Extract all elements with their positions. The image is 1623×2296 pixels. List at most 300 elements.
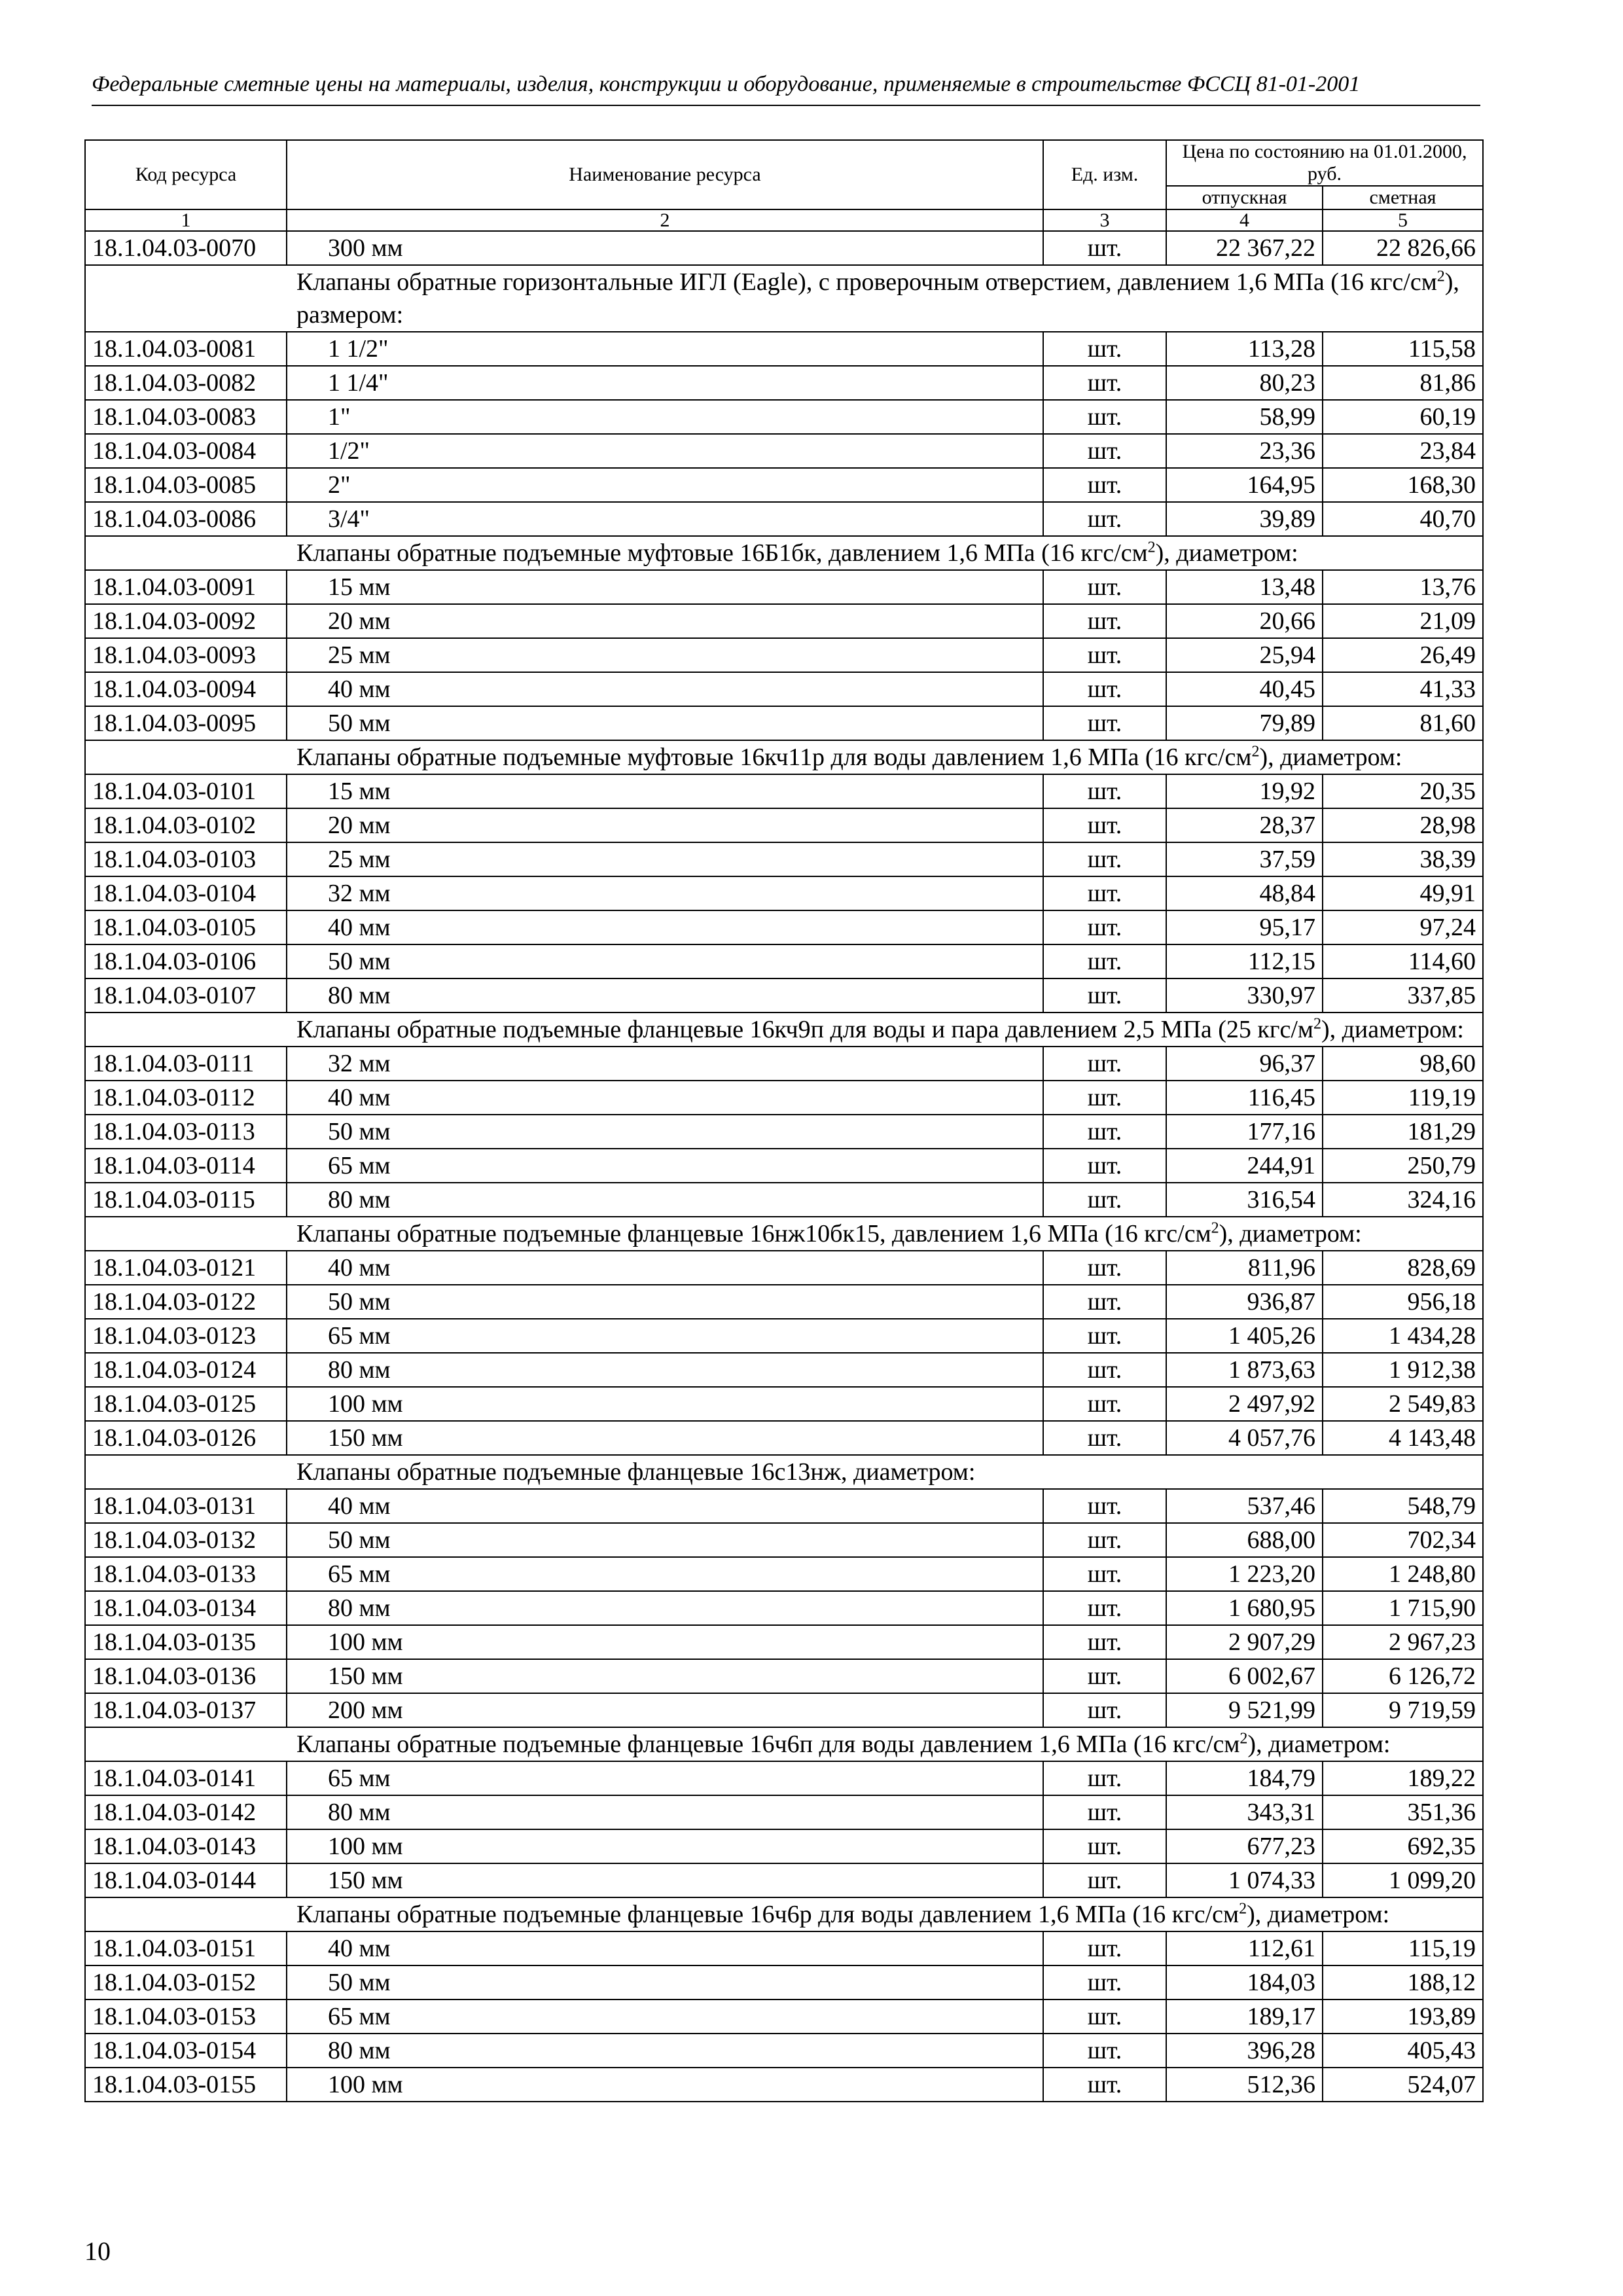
table-row xyxy=(85,978,1483,1013)
resource-name: 80 мм xyxy=(287,978,1043,1013)
release-price: 2 497,92 xyxy=(1166,1387,1323,1421)
resource-name: 40 мм xyxy=(287,1251,1043,1285)
resource-name: 40 мм xyxy=(287,910,1043,944)
resource-name: 25 мм xyxy=(287,638,1043,672)
section-title-suffix: ), диаметром: xyxy=(1219,1220,1362,1247)
release-price: 112,61 xyxy=(1166,1931,1323,1965)
section-heading-row xyxy=(85,536,1483,570)
col-number-3: 3 xyxy=(1043,209,1166,231)
section-title-text: Клапаны обратные подъемные фланцевые 16ч6р для воды давлением 1,6 МПа (16 кгс/см xyxy=(296,1901,1240,1928)
release-price: 19,92 xyxy=(1166,774,1323,808)
resource-unit: шт. xyxy=(1043,706,1166,740)
table-row xyxy=(85,706,1483,740)
table-row xyxy=(85,434,1483,468)
price-table xyxy=(84,139,1484,2102)
release-price: 537,46 xyxy=(1166,1489,1323,1523)
estimate-price: 405,43 xyxy=(1323,2034,1483,2068)
table-row xyxy=(85,2068,1483,2102)
section-title xyxy=(85,1897,1483,1931)
section-title-suffix: ), диаметром: xyxy=(1259,744,1402,771)
resource-unit: шт. xyxy=(1043,774,1166,808)
table-row xyxy=(85,1931,1483,1965)
resource-code: 18.1.04.03-0123 xyxy=(85,1319,287,1353)
resource-code: 18.1.04.03-0122 xyxy=(85,1285,287,1319)
resource-name: 20 мм xyxy=(287,808,1043,842)
resource-unit: шт. xyxy=(1043,1591,1166,1625)
resource-code: 18.1.04.03-0154 xyxy=(85,2034,287,2068)
resource-unit: шт. xyxy=(1043,1387,1166,1421)
estimate-price: 98,60 xyxy=(1323,1047,1483,1081)
resource-unit: шт. xyxy=(1043,1863,1166,1897)
resource-name: 50 мм xyxy=(287,1965,1043,2000)
resource-name: 100 мм xyxy=(287,1625,1043,1659)
estimate-price: 337,85 xyxy=(1323,978,1483,1013)
section-title xyxy=(85,740,1483,774)
release-price: 6 002,67 xyxy=(1166,1659,1323,1693)
resource-code: 18.1.04.03-0106 xyxy=(85,944,287,978)
resource-code: 18.1.04.03-0103 xyxy=(85,842,287,876)
release-price: 688,00 xyxy=(1166,1523,1323,1557)
resource-code: 18.1.04.03-0102 xyxy=(85,808,287,842)
resource-name: 32 мм xyxy=(287,1047,1043,1081)
resource-name: 1/2" xyxy=(287,434,1043,468)
resource-code: 18.1.04.03-0083 xyxy=(85,400,287,434)
resource-code: 18.1.04.03-0082 xyxy=(85,366,287,400)
resource-name: 65 мм xyxy=(287,1761,1043,1795)
resource-code: 18.1.04.03-0155 xyxy=(85,2068,287,2102)
section-heading-row xyxy=(85,1727,1483,1761)
resource-code: 18.1.04.03-0144 xyxy=(85,1863,287,1897)
resource-unit: шт. xyxy=(1043,876,1166,910)
resource-code: 18.1.04.03-0081 xyxy=(85,332,287,366)
section-title xyxy=(85,1217,1483,1251)
resource-unit: шт. xyxy=(1043,1285,1166,1319)
release-price: 244,91 xyxy=(1166,1149,1323,1183)
release-price: 25,94 xyxy=(1166,638,1323,672)
resource-name: 3/4" xyxy=(287,502,1043,536)
resource-name: 65 мм xyxy=(287,2000,1043,2034)
estimate-price: 26,49 xyxy=(1323,638,1483,672)
section-heading-row xyxy=(85,1455,1483,1489)
table-row xyxy=(85,1625,1483,1659)
header-rule xyxy=(92,105,1480,106)
estimate-price: 692,35 xyxy=(1323,1829,1483,1863)
table-row xyxy=(85,808,1483,842)
resource-code: 18.1.04.03-0114 xyxy=(85,1149,287,1183)
release-price: 1 074,33 xyxy=(1166,1863,1323,1897)
col-header-price: Цена по состоянию на 01.01.2000, руб. xyxy=(1166,140,1483,186)
resource-name: 25 мм xyxy=(287,842,1043,876)
table-row xyxy=(85,1387,1483,1421)
table-row xyxy=(85,1183,1483,1217)
estimate-price: 188,12 xyxy=(1323,1965,1483,2000)
table-row xyxy=(85,1693,1483,1727)
table-row xyxy=(85,468,1483,502)
resource-unit: шт. xyxy=(1043,1965,1166,2000)
resource-code: 18.1.04.03-0094 xyxy=(85,672,287,706)
resource-code: 18.1.04.03-0142 xyxy=(85,1795,287,1829)
resource-unit: шт. xyxy=(1043,2068,1166,2102)
resource-code: 18.1.04.03-0086 xyxy=(85,502,287,536)
resource-unit: шт. xyxy=(1043,604,1166,638)
estimate-price: 189,22 xyxy=(1323,1761,1483,1795)
estimate-price: 1 434,28 xyxy=(1323,1319,1483,1353)
estimate-price: 9 719,59 xyxy=(1323,1693,1483,1727)
resource-unit: шт. xyxy=(1043,1931,1166,1965)
resource-name: 50 мм xyxy=(287,1523,1043,1557)
resource-code: 18.1.04.03-0151 xyxy=(85,1931,287,1965)
resource-name: 1" xyxy=(287,400,1043,434)
estimate-price: 956,18 xyxy=(1323,1285,1483,1319)
table-body xyxy=(85,231,1483,2102)
resource-name: 50 мм xyxy=(287,1115,1043,1149)
resource-code: 18.1.04.03-0135 xyxy=(85,1625,287,1659)
release-price: 184,79 xyxy=(1166,1761,1323,1795)
resource-name: 65 мм xyxy=(287,1319,1043,1353)
resource-unit: шт. xyxy=(1043,502,1166,536)
col-number-5: 5 xyxy=(1323,209,1483,231)
resource-unit: шт. xyxy=(1043,1489,1166,1523)
section-title-superscript: 2 xyxy=(1436,268,1445,285)
release-price: 37,59 xyxy=(1166,842,1323,876)
resource-code: 18.1.04.03-0115 xyxy=(85,1183,287,1217)
resource-name: 80 мм xyxy=(287,1353,1043,1387)
resource-unit: шт. xyxy=(1043,978,1166,1013)
estimate-price: 2 967,23 xyxy=(1323,1625,1483,1659)
resource-name: 150 мм xyxy=(287,1659,1043,1693)
resource-unit: шт. xyxy=(1043,1761,1166,1795)
table-row xyxy=(85,638,1483,672)
section-title xyxy=(85,1455,1483,1489)
resource-code: 18.1.04.03-0112 xyxy=(85,1081,287,1115)
resource-unit: шт. xyxy=(1043,1659,1166,1693)
resource-name: 50 мм xyxy=(287,706,1043,740)
estimate-price: 28,98 xyxy=(1323,808,1483,842)
resource-code: 18.1.04.03-0132 xyxy=(85,1523,287,1557)
release-price: 40,45 xyxy=(1166,672,1323,706)
estimate-price: 4 143,48 xyxy=(1323,1421,1483,1455)
section-title-text: Клапаны обратные подъемные фланцевые 16нж10бк15, давлением 1,6 МПа (16 кгс/см xyxy=(296,1220,1211,1247)
col-header-release: отпускная xyxy=(1166,186,1323,209)
release-price: 1 405,26 xyxy=(1166,1319,1323,1353)
resource-unit: шт. xyxy=(1043,1319,1166,1353)
release-price: 113,28 xyxy=(1166,332,1323,366)
estimate-price: 6 126,72 xyxy=(1323,1659,1483,1693)
resource-unit: шт. xyxy=(1043,1183,1166,1217)
resource-unit: шт. xyxy=(1043,808,1166,842)
release-price: 28,37 xyxy=(1166,808,1323,842)
section-title-text: Клапаны обратные подъемные фланцевые 16кч9п для воды и пара давлением 2,5 МПа (25 кгс/м xyxy=(296,1016,1313,1043)
estimate-price: 193,89 xyxy=(1323,2000,1483,2034)
table-row xyxy=(85,1761,1483,1795)
estimate-price: 181,29 xyxy=(1323,1115,1483,1149)
release-price: 189,17 xyxy=(1166,2000,1323,2034)
resource-code: 18.1.04.03-0084 xyxy=(85,434,287,468)
table-row xyxy=(85,1353,1483,1387)
estimate-price: 38,39 xyxy=(1323,842,1483,876)
resource-unit: шт. xyxy=(1043,434,1166,468)
resource-code: 18.1.04.03-0124 xyxy=(85,1353,287,1387)
release-price: 4 057,76 xyxy=(1166,1421,1323,1455)
resource-name: 2" xyxy=(287,468,1043,502)
table-row xyxy=(85,1285,1483,1319)
section-title xyxy=(85,1727,1483,1761)
release-price: 2 907,29 xyxy=(1166,1625,1323,1659)
table-row xyxy=(85,1319,1483,1353)
resource-name: 100 мм xyxy=(287,1829,1043,1863)
resource-code: 18.1.04.03-0101 xyxy=(85,774,287,808)
resource-unit: шт. xyxy=(1043,366,1166,400)
table-row xyxy=(85,1795,1483,1829)
release-price: 677,23 xyxy=(1166,1829,1323,1863)
estimate-price: 114,60 xyxy=(1323,944,1483,978)
section-title-text: Клапаны обратные подъемные фланцевые 16с13нж, диаметром: xyxy=(296,1458,976,1486)
release-price: 13,48 xyxy=(1166,570,1323,604)
resource-unit: шт. xyxy=(1043,1795,1166,1829)
release-price: 1 223,20 xyxy=(1166,1557,1323,1591)
resource-name: 40 мм xyxy=(287,672,1043,706)
section-heading-row xyxy=(85,1897,1483,1931)
table-row xyxy=(85,502,1483,536)
estimate-price: 1 099,20 xyxy=(1323,1863,1483,1897)
release-price: 396,28 xyxy=(1166,2034,1323,2068)
resource-unit: шт. xyxy=(1043,570,1166,604)
table-row xyxy=(85,1489,1483,1523)
section-title-text: Клапаны обратные подъемные фланцевые 16ч6п для воды давлением 1,6 МПа (16 кгс/см xyxy=(296,1731,1240,1758)
estimate-price: 40,70 xyxy=(1323,502,1483,536)
section-title xyxy=(85,1013,1483,1047)
resource-name: 150 мм xyxy=(287,1863,1043,1897)
estimate-price: 119,19 xyxy=(1323,1081,1483,1115)
resource-code: 18.1.04.03-0153 xyxy=(85,2000,287,2034)
col-header-name: Наименование ресурса xyxy=(287,140,1043,209)
release-price: 96,37 xyxy=(1166,1047,1323,1081)
resource-code: 18.1.04.03-0136 xyxy=(85,1659,287,1693)
estimate-price: 702,34 xyxy=(1323,1523,1483,1557)
resource-code: 18.1.04.03-0091 xyxy=(85,570,287,604)
table-row xyxy=(85,1421,1483,1455)
resource-unit: шт. xyxy=(1043,1251,1166,1285)
table-row xyxy=(85,1115,1483,1149)
resource-unit: шт. xyxy=(1043,910,1166,944)
running-header: Федеральные сметные цены на материалы, изделия, конструкции и оборудование, применяемые в строительстве ФССЦ 81-01-2001 xyxy=(92,72,1361,96)
section-title-superscript: 2 xyxy=(1240,1730,1248,1748)
resource-unit: шт. xyxy=(1043,2034,1166,2068)
estimate-price: 22 826,66 xyxy=(1323,231,1483,265)
table-row xyxy=(85,1557,1483,1591)
resource-code: 18.1.04.03-0133 xyxy=(85,1557,287,1591)
section-title-superscript: 2 xyxy=(1239,1900,1247,1918)
section-heading-row xyxy=(85,740,1483,774)
resource-code: 18.1.04.03-0104 xyxy=(85,876,287,910)
section-title-suffix: ), диаметром: xyxy=(1321,1016,1464,1043)
resource-unit: шт. xyxy=(1043,944,1166,978)
resource-unit: шт. xyxy=(1043,1047,1166,1081)
resource-name: 65 мм xyxy=(287,1557,1043,1591)
resource-name: 80 мм xyxy=(287,2034,1043,2068)
col-header-code: Код ресурса xyxy=(85,140,287,209)
table-row xyxy=(85,842,1483,876)
release-price: 79,89 xyxy=(1166,706,1323,740)
col-number-4: 4 xyxy=(1166,209,1323,231)
estimate-price: 168,30 xyxy=(1323,468,1483,502)
resource-unit: шт. xyxy=(1043,842,1166,876)
resource-name: 1 1/4" xyxy=(287,366,1043,400)
table-row xyxy=(85,2034,1483,2068)
section-title-suffix: ), размером: xyxy=(296,268,1459,329)
resource-name: 150 мм xyxy=(287,1421,1043,1455)
table-row xyxy=(85,1591,1483,1625)
estimate-price: 548,79 xyxy=(1323,1489,1483,1523)
release-price: 116,45 xyxy=(1166,1081,1323,1115)
resource-code: 18.1.04.03-0125 xyxy=(85,1387,287,1421)
section-title-suffix: ), диаметром: xyxy=(1247,1901,1390,1928)
estimate-price: 49,91 xyxy=(1323,876,1483,910)
resource-name: 300 мм xyxy=(287,231,1043,265)
table-row xyxy=(85,1659,1483,1693)
release-price: 184,03 xyxy=(1166,1965,1323,2000)
resource-name: 40 мм xyxy=(287,1489,1043,1523)
section-heading-row xyxy=(85,265,1483,332)
release-price: 22 367,22 xyxy=(1166,231,1323,265)
table-row xyxy=(85,1965,1483,2000)
estimate-price: 81,86 xyxy=(1323,366,1483,400)
estimate-price: 828,69 xyxy=(1323,1251,1483,1285)
release-price: 48,84 xyxy=(1166,876,1323,910)
section-title-text: Клапаны обратные горизонтальные ИГЛ (Eagle), с проверочным отверстием, давлением 1,6 МПа (16 кгс/см xyxy=(296,268,1437,296)
resource-code: 18.1.04.03-0111 xyxy=(85,1047,287,1081)
resource-name: 100 мм xyxy=(287,2068,1043,2102)
resource-unit: шт. xyxy=(1043,1149,1166,1183)
table-row xyxy=(85,1081,1483,1115)
release-price: 112,15 xyxy=(1166,944,1323,978)
resource-unit: шт. xyxy=(1043,1523,1166,1557)
table-row xyxy=(85,910,1483,944)
estimate-price: 21,09 xyxy=(1323,604,1483,638)
resource-name: 200 мм xyxy=(287,1693,1043,1727)
resource-code: 18.1.04.03-0134 xyxy=(85,1591,287,1625)
resource-code: 18.1.04.03-0143 xyxy=(85,1829,287,1863)
estimate-price: 115,58 xyxy=(1323,332,1483,366)
section-title-suffix: ), диаметром: xyxy=(1155,539,1298,567)
estimate-price: 524,07 xyxy=(1323,2068,1483,2102)
resource-unit: шт. xyxy=(1043,1829,1166,1863)
estimate-price: 41,33 xyxy=(1323,672,1483,706)
release-price: 23,36 xyxy=(1166,434,1323,468)
resource-unit: шт. xyxy=(1043,1081,1166,1115)
estimate-price: 20,35 xyxy=(1323,774,1483,808)
col-header-unit: Ед. изм. xyxy=(1043,140,1166,209)
col-number-1: 1 xyxy=(85,209,287,231)
section-heading-row xyxy=(85,1013,1483,1047)
resource-code: 18.1.04.03-0113 xyxy=(85,1115,287,1149)
release-price: 177,16 xyxy=(1166,1115,1323,1149)
estimate-price: 324,16 xyxy=(1323,1183,1483,1217)
release-price: 811,96 xyxy=(1166,1251,1323,1285)
resource-unit: шт. xyxy=(1043,672,1166,706)
resource-name: 32 мм xyxy=(287,876,1043,910)
section-title-text: Клапаны обратные подъемные муфтовые 16кч11р для воды давлением 1,6 МПа (16 кгс/см xyxy=(296,744,1252,771)
section-title-text: Клапаны обратные подъемные муфтовые 16Б1бк, давлением 1,6 МПа (16 кгс/см xyxy=(296,539,1148,567)
table-row xyxy=(85,1523,1483,1557)
section-title xyxy=(85,536,1483,570)
table-row xyxy=(85,1149,1483,1183)
resource-unit: шт. xyxy=(1043,1115,1166,1149)
estimate-price: 13,76 xyxy=(1323,570,1483,604)
resource-unit: шт. xyxy=(1043,2000,1166,2034)
table-row xyxy=(85,1863,1483,1897)
release-price: 936,87 xyxy=(1166,1285,1323,1319)
release-price: 1 873,63 xyxy=(1166,1353,1323,1387)
release-price: 330,97 xyxy=(1166,978,1323,1013)
estimate-price: 60,19 xyxy=(1323,400,1483,434)
section-heading-row xyxy=(85,1217,1483,1251)
page-number: 10 xyxy=(84,2236,111,2266)
table-row xyxy=(85,774,1483,808)
table-row xyxy=(85,1251,1483,1285)
resource-name: 80 мм xyxy=(287,1591,1043,1625)
resource-name: 65 мм xyxy=(287,1149,1043,1183)
resource-unit: шт. xyxy=(1043,638,1166,672)
resource-code: 18.1.04.03-0107 xyxy=(85,978,287,1013)
resource-name: 40 мм xyxy=(287,1081,1043,1115)
table-row xyxy=(85,672,1483,706)
estimate-price: 1 715,90 xyxy=(1323,1591,1483,1625)
estimate-price: 1 248,80 xyxy=(1323,1557,1483,1591)
table-row xyxy=(85,2000,1483,2034)
resource-code: 18.1.04.03-0131 xyxy=(85,1489,287,1523)
table-row xyxy=(85,1829,1483,1863)
section-title-superscript: 2 xyxy=(1147,539,1156,556)
section-title-superscript: 2 xyxy=(1313,1015,1321,1033)
resource-code: 18.1.04.03-0085 xyxy=(85,468,287,502)
estimate-price: 2 549,83 xyxy=(1323,1387,1483,1421)
release-price: 20,66 xyxy=(1166,604,1323,638)
table-row xyxy=(85,400,1483,434)
resource-code: 18.1.04.03-0121 xyxy=(85,1251,287,1285)
section-title-suffix: ), диаметром: xyxy=(1247,1731,1391,1758)
release-price: 95,17 xyxy=(1166,910,1323,944)
resource-unit: шт. xyxy=(1043,1421,1166,1455)
resource-code: 18.1.04.03-0137 xyxy=(85,1693,287,1727)
resource-code: 18.1.04.03-0092 xyxy=(85,604,287,638)
resource-name: 80 мм xyxy=(287,1795,1043,1829)
estimate-price: 115,19 xyxy=(1323,1931,1483,1965)
estimate-price: 81,60 xyxy=(1323,706,1483,740)
release-price: 316,54 xyxy=(1166,1183,1323,1217)
table-row xyxy=(85,570,1483,604)
resource-unit: шт. xyxy=(1043,1693,1166,1727)
resource-code: 18.1.04.03-0093 xyxy=(85,638,287,672)
resource-unit: шт. xyxy=(1043,332,1166,366)
table-row xyxy=(85,876,1483,910)
estimate-price: 97,24 xyxy=(1323,910,1483,944)
resource-unit: шт. xyxy=(1043,468,1166,502)
table-row xyxy=(85,366,1483,400)
resource-code: 18.1.04.03-0141 xyxy=(85,1761,287,1795)
resource-name: 1 1/2" xyxy=(287,332,1043,366)
table-row xyxy=(85,604,1483,638)
resource-code: 18.1.04.03-0105 xyxy=(85,910,287,944)
col-number-2: 2 xyxy=(287,209,1043,231)
resource-name: 15 мм xyxy=(287,570,1043,604)
resource-unit: шт. xyxy=(1043,400,1166,434)
table-row xyxy=(85,332,1483,366)
release-price: 1 680,95 xyxy=(1166,1591,1323,1625)
col-header-estimate: сметная xyxy=(1323,186,1483,209)
resource-name: 40 мм xyxy=(287,1931,1043,1965)
release-price: 58,99 xyxy=(1166,400,1323,434)
